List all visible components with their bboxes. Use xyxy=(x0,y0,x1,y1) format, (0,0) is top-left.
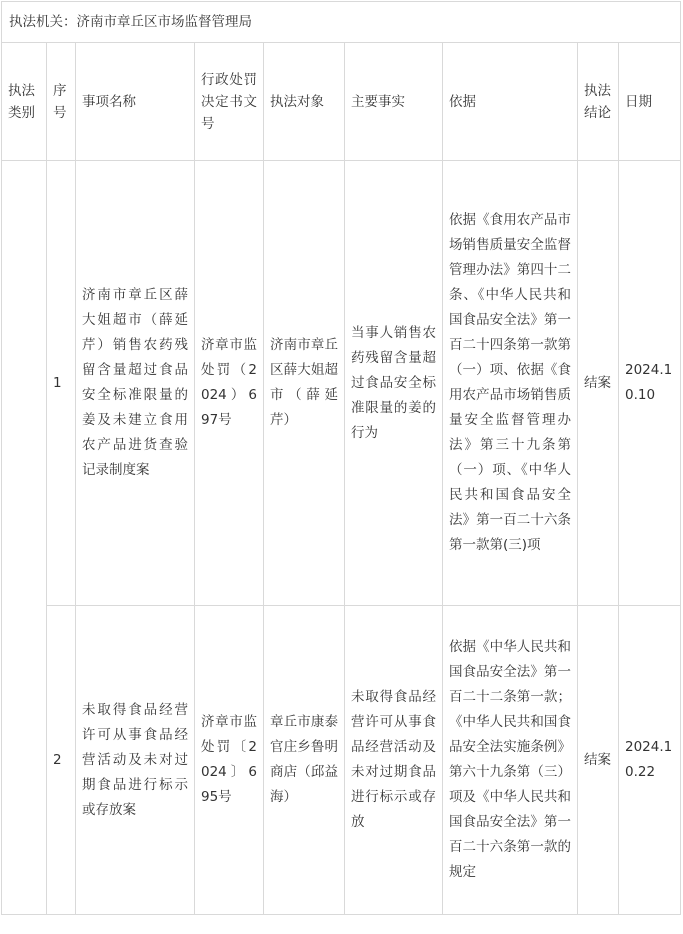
row-item: 未取得食品经营许可从事食品经营活动及未对过期食品进行标示或存放案 xyxy=(76,606,195,915)
row-target: 章丘市康泰官庄乡鲁明商店（邱益海） xyxy=(264,606,345,915)
row-date: 2024.10.10 xyxy=(619,161,681,606)
row-doc-no: 济章市监处罚（2024）697号 xyxy=(195,161,264,606)
row-target: 济南市章丘区薛大姐超市（薛延芹） xyxy=(264,161,345,606)
enforcement-table xyxy=(1,1,681,915)
header-date: 日期 xyxy=(619,43,681,161)
header-doc-no: 行政处罚决定书文号 xyxy=(195,43,264,161)
header-row xyxy=(2,43,681,161)
row-seq: 2 xyxy=(47,606,76,915)
authority-title: 执法机关：济南市章丘区市场监督管理局 xyxy=(2,2,681,43)
header-result: 执法结论 xyxy=(578,43,619,161)
header-facts: 主要事实 xyxy=(345,43,443,161)
row-facts: 未取得食品经营许可从事食品经营活动及未对过期食品进行标示或存放 xyxy=(345,606,443,915)
row-date: 2024.10.22 xyxy=(619,606,681,915)
table-row xyxy=(2,606,681,915)
header-basis: 依据 xyxy=(443,43,578,161)
row-result: 结案 xyxy=(578,161,619,606)
table-row xyxy=(2,161,681,606)
category-cell xyxy=(2,161,47,915)
row-basis: 依据《中华人民共和国食品安全法》第一百二十二条第一款；《中华人民共和国食品安全法实施条例》第六十九条第（三）项及《中华人民共和国食品安全法》第一百二十六条第一款的规定 xyxy=(443,606,578,915)
row-seq: 1 xyxy=(47,161,76,606)
row-result: 结案 xyxy=(578,606,619,915)
authority-row xyxy=(2,2,681,43)
row-facts: 当事人销售农药残留含量超过食品安全标准限量的姜的行为 xyxy=(345,161,443,606)
row-doc-no: 济章市监处罚〔2024〕695号 xyxy=(195,606,264,915)
header-item: 事项名称 xyxy=(76,43,195,161)
header-category: 执法类别 xyxy=(2,43,47,161)
header-target: 执法对象 xyxy=(264,43,345,161)
header-seq: 序号 xyxy=(47,43,76,161)
row-basis: 依据《食用农产品市场销售质量安全监督管理办法》第四十二条、《中华人民共和国食品安全法》第一百二十四条第一款第（一）项、依据《食用农产品市场销售质量安全监督管理办法》第三十九条第（一）项、《中华人民共和国食品安全法》第一百二十六条第一款第(三)项 xyxy=(443,161,578,606)
row-item: 济南市章丘区薛大姐超市（薛延芹）销售农药残留含量超过食品安全标准限量的姜及未建立食用农产品进货查验记录制度案 xyxy=(76,161,195,606)
